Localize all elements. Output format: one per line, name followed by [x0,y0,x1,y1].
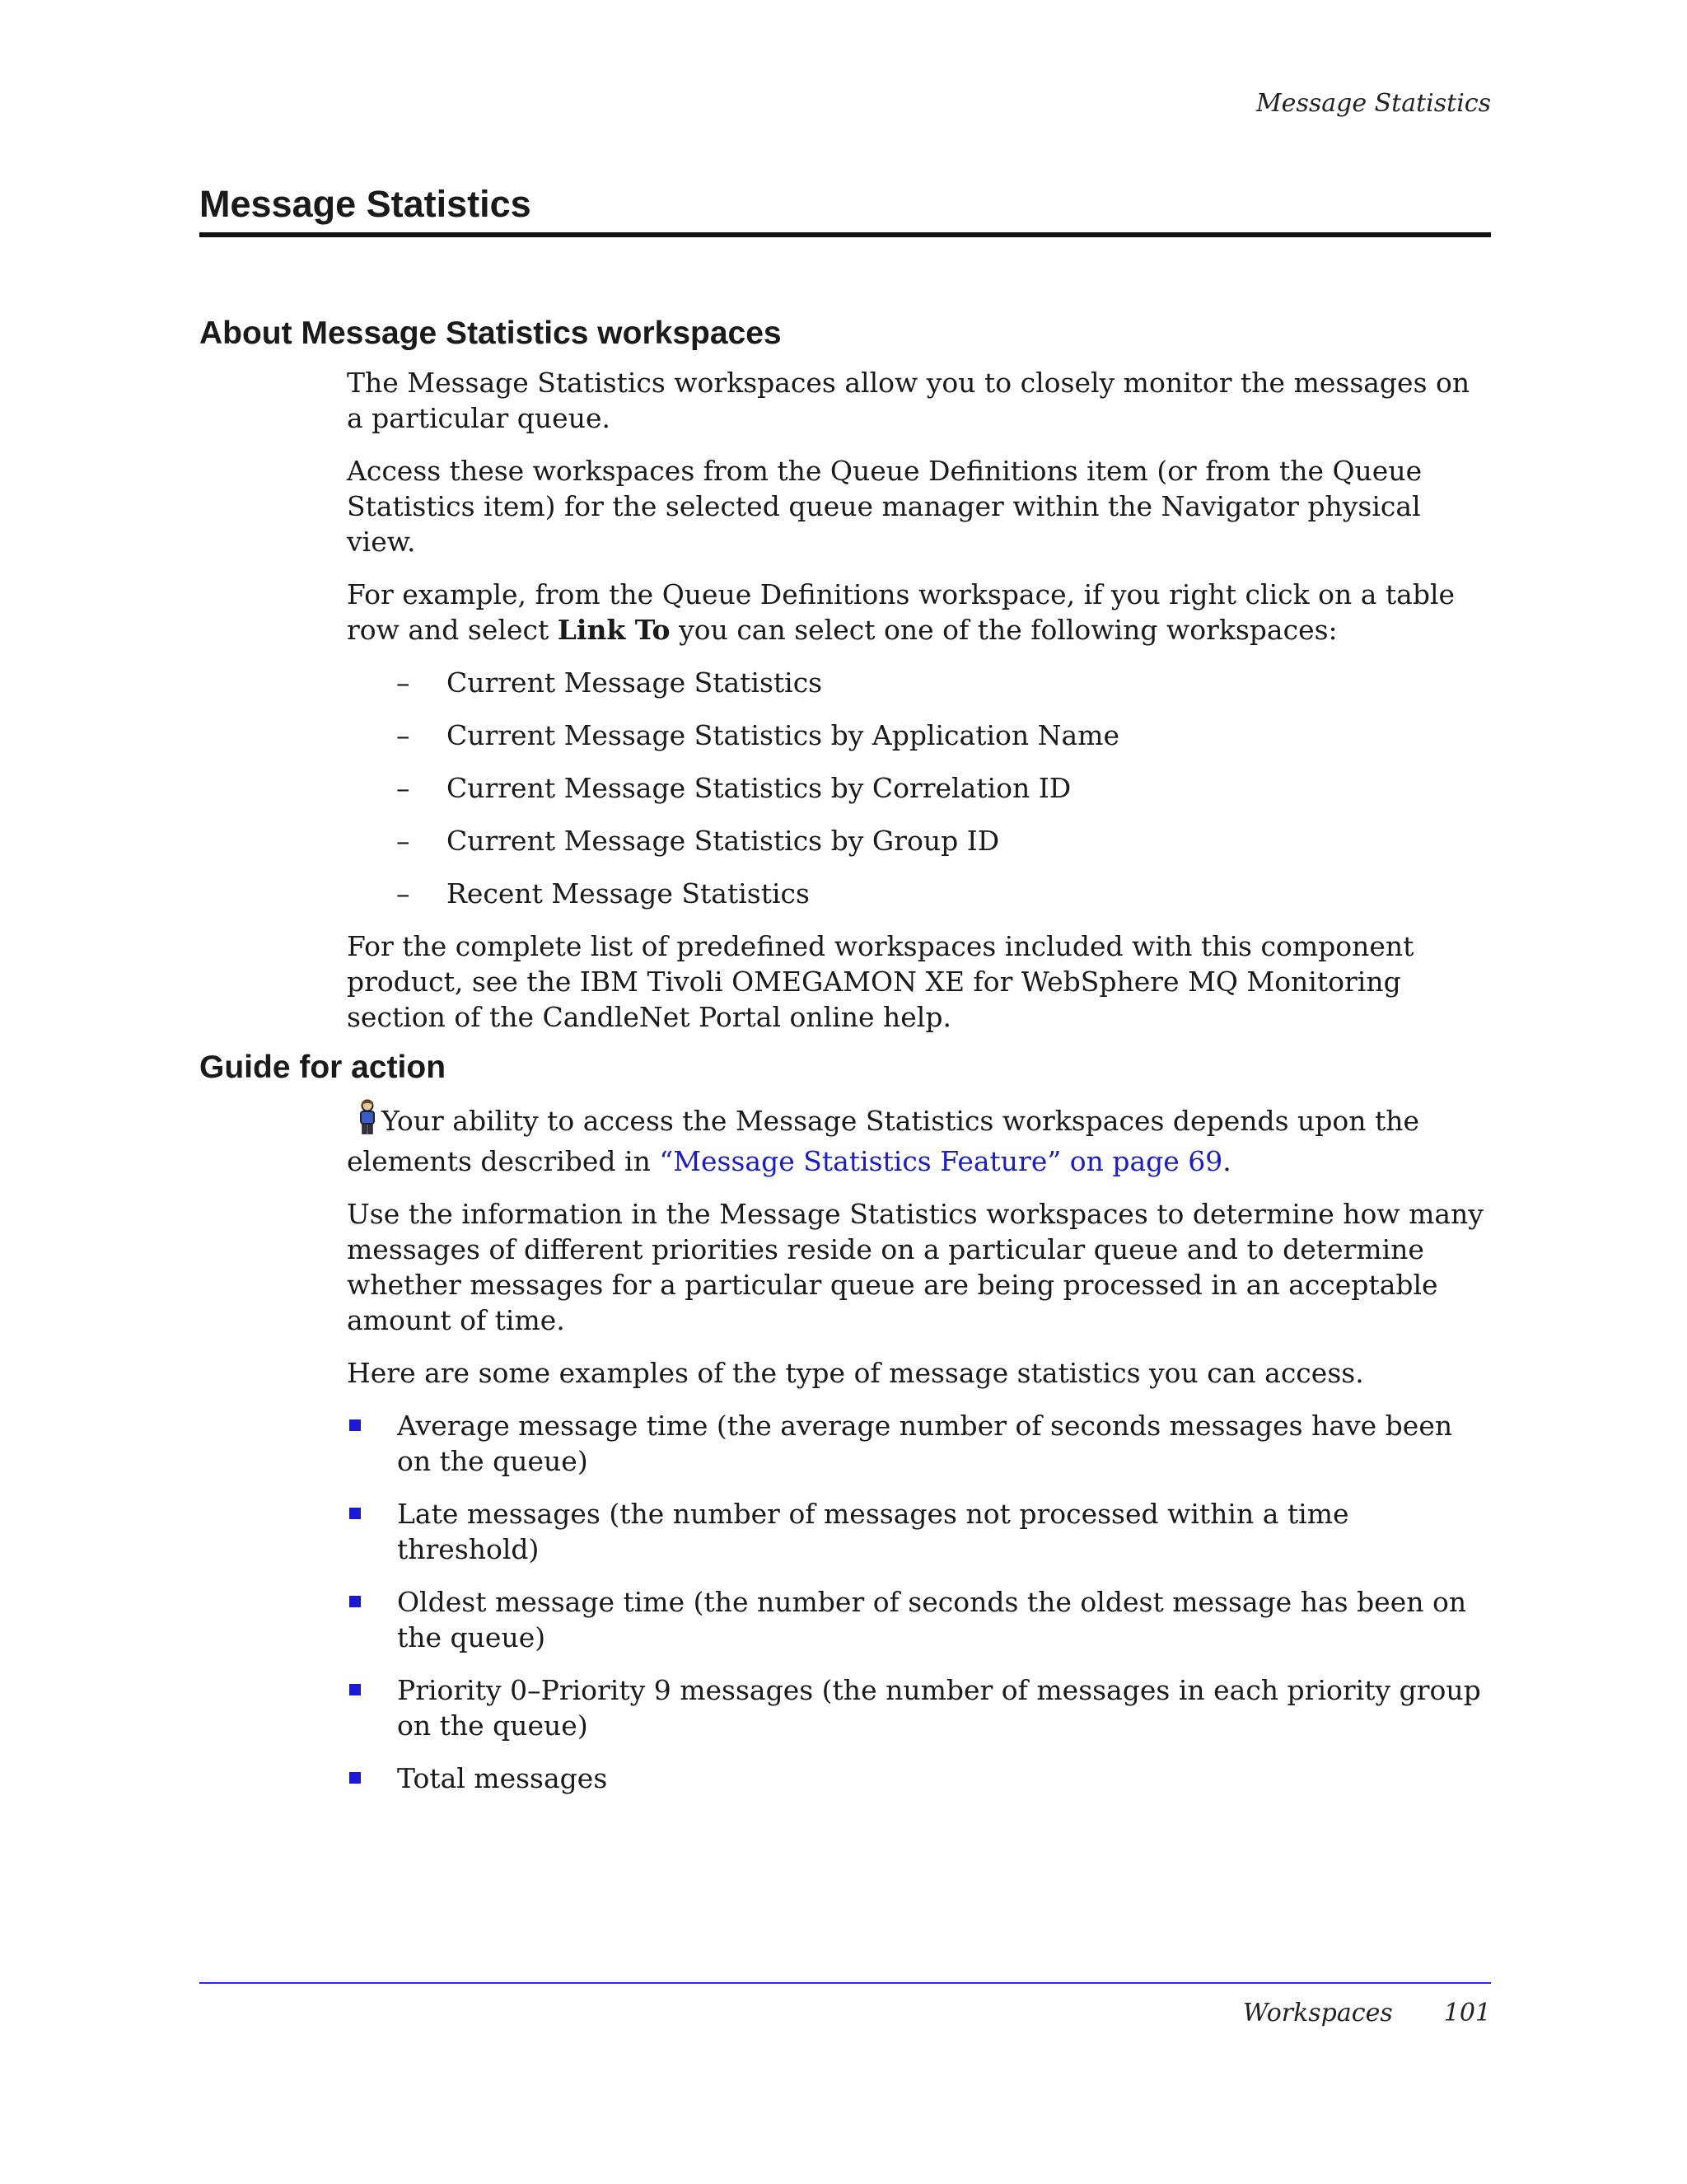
chapter-title: Message Statistics [199,183,1491,237]
square-bullet-icon [349,1684,361,1695]
dash-marker: – [396,877,410,910]
guide-para-2: Use the information in the Message Statistics workspaces to determine how many messages of different priorities reside on a particular queue and to determine whether messages for a particular queue are being processed in an acceptable amount of time. [347,1198,1484,1336]
list-item-label: Total messages [397,1762,608,1794]
about-body [347,365,1492,1035]
running-header: Message Statistics [1255,89,1491,118]
guide-para-1 [347,1099,1492,1179]
list-item [347,665,1492,700]
list-item-label: Average message time (the average number of seconds messages have been on the queue) [397,1410,1453,1477]
guide-para-1-before: Your ability to access the Message Statistics workspaces depends upon the elements described in [347,1105,1420,1177]
list-item-label: Current Message Statistics by Correlation ID [446,772,1072,804]
list-item-label: Priority 0–Priority 9 messages (the number of messages in each priority group on the queue) [397,1674,1481,1742]
list-item [347,876,1492,911]
about-para-3-after: you can select one of the following workspaces: [670,614,1338,646]
list-item-label: Current Message Statistics by Application Name [446,719,1120,751]
list-item [347,718,1492,753]
page-number: 101 [1443,1999,1491,2027]
about-section [199,316,1491,1052]
guide-section [199,1050,1491,1813]
dash-marker: – [396,666,410,699]
list-item [347,770,1492,806]
list-item [347,1408,1492,1479]
guide-para-1-after: . [1222,1145,1231,1177]
footer [1243,1999,1491,2027]
about-para-3 [347,577,1492,648]
square-bullet-icon [349,1772,361,1784]
list-item-label: Late messages (the number of messages not processed within a time threshold) [397,1498,1349,1565]
dash-marker: – [396,719,410,751]
list-item [347,1584,1492,1655]
about-para-2: Access these workspaces from the Queue Definitions item (or from the Queue Statistics item) for the selected queue manager within the Navigator physical view. [347,455,1423,558]
statistics-list [347,1408,1492,1796]
about-heading: About Message Statistics workspaces [199,316,782,351]
guide-body [347,1099,1492,1796]
list-item-label: Current Message Statistics by Group ID [446,825,1000,857]
list-item [347,823,1492,858]
list-item [347,1761,1492,1796]
about-para-3-before: For example, from the Queue Definitions workspace, if you right click on a table row and select [347,578,1456,646]
link-to-term: Link To [557,614,671,646]
dash-marker: – [396,772,410,804]
list-item-label: Recent Message Statistics [446,877,810,910]
square-bullet-icon [349,1596,361,1607]
list-item [347,1496,1492,1567]
list-item [347,1672,1492,1743]
about-para-4: For the complete list of predefined workspaces included with this component product, see the IBM Tivoli OMEGAMON XE for WebSphere MQ Monitoring section of the CandleNet Portal online help. [347,930,1414,1033]
footer-section-name: Workspaces [1242,1999,1393,2027]
list-item-label: Oldest message time (the number of seconds the oldest message has been on the queue) [397,1586,1467,1653]
dash-marker: – [396,825,410,857]
person-icon [357,1099,378,1143]
list-item-label: Current Message Statistics [446,666,823,699]
square-bullet-icon [349,1508,361,1519]
workspace-list [347,665,1492,911]
guide-para-3: Here are some examples of the type of message statistics you can access. [347,1357,1364,1389]
guide-heading: Guide for action [199,1050,446,1085]
about-para-1: The Message Statistics workspaces allow you to closely monitor the messages on a particular queue. [347,367,1470,434]
footer-rule [199,1982,1491,1984]
square-bullet-icon [349,1419,361,1431]
cross-reference-link[interactable]: “Message Statistics Feature” on page 69 [659,1145,1223,1177]
